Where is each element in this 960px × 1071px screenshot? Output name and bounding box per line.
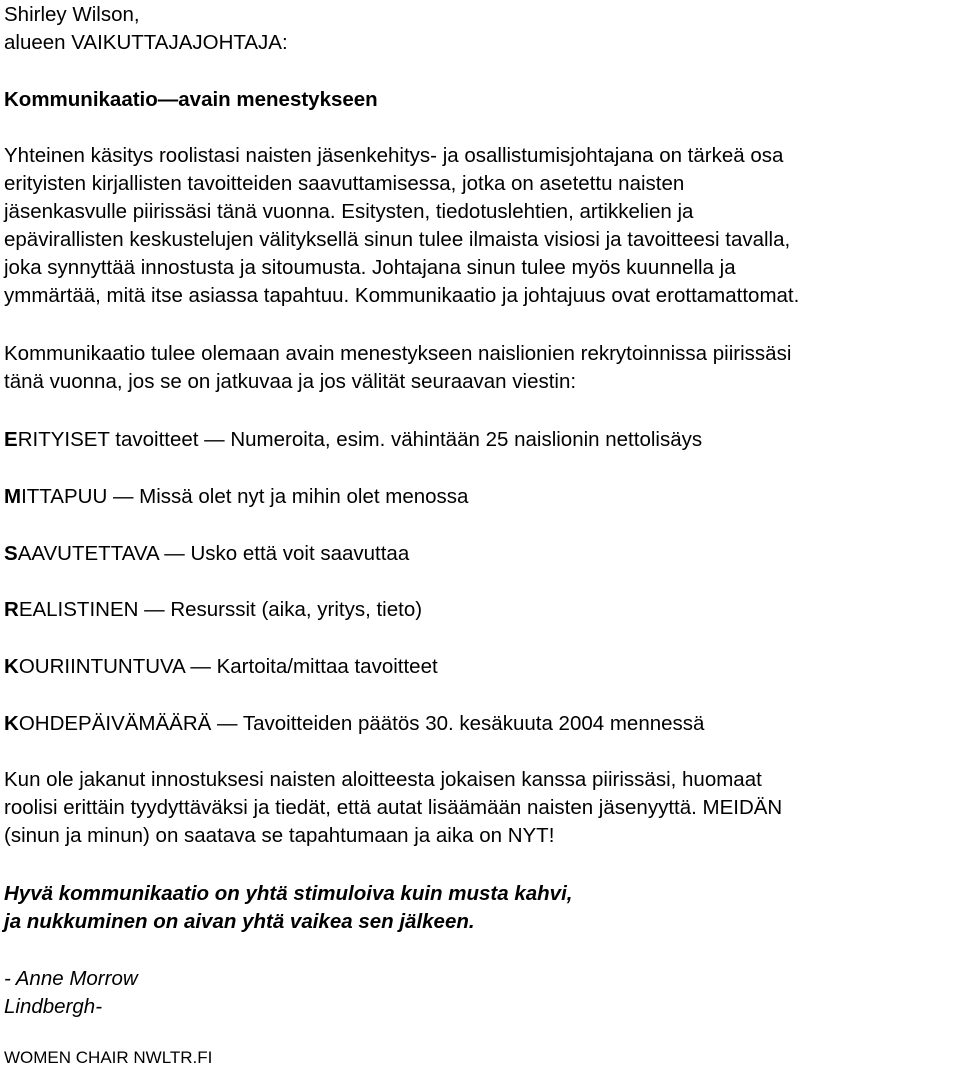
smart-text: EALISTINEN — Resurssit (aika, yritys, tieto) <box>18 598 423 621</box>
attribution-line: Lindbergh- <box>4 995 103 1018</box>
closing-paragraph <box>4 766 782 850</box>
smart-text: OURIINTUNTUVA — Kartoita/mittaa tavoitteet <box>18 655 438 678</box>
smart-letter: E <box>4 428 18 451</box>
quote-line: Hyvä kommunikaatio on yhtä stimuloiva kuin musta kahvi, <box>4 882 573 905</box>
smart-item-realistic <box>4 596 422 624</box>
smart-letter: M <box>4 485 22 508</box>
author-block <box>4 1 288 57</box>
paragraph-line: Kommunikaatio tulee olemaan avain menestykseen naislionien rekrytoinnissa piirissäsi <box>4 342 792 365</box>
smart-text: RITYISET tavoitteet — Numeroita, esim. vähintään 25 naislionin nettolisäys <box>17 428 703 451</box>
paragraph-line: erityisten kirjallisten tavoitteiden saavuttamisessa, jotka on asetettu naisten <box>4 172 685 195</box>
intro-paragraph <box>4 142 799 310</box>
paragraph-line: joka synnyttää innostusta ja sitoumusta. Johtajana sinun tulee myös kuunnella ja <box>4 256 736 279</box>
quote-attribution <box>4 965 138 1021</box>
smart-letter: R <box>4 598 19 621</box>
smart-item-deadline <box>4 710 704 738</box>
article-title: Kommunikaatio—avain menestykseen <box>4 88 378 111</box>
footer-source: WOMEN CHAIR NWLTR.FI <box>4 1048 213 1067</box>
quote-line: ja nukkuminen on aivan yhtä vaikea sen jälkeen. <box>4 910 475 933</box>
smart-letter: K <box>4 655 19 678</box>
paragraph-line: roolisi erittäin tyydyttäväksi ja tiedät, että autat lisäämään naisten jäsenyyttä. MEIDÄN <box>4 796 783 819</box>
smart-item-specific <box>4 426 702 454</box>
smart-letter: K <box>4 712 19 735</box>
smart-text: ITTAPUU — Missä olet nyt ja mihin olet menossa <box>21 485 469 508</box>
paragraph-line: ymmärtää, mitä itse asiassa tapahtuu. Kommunikaatio ja johtajuus ovat erottamattomat. <box>4 284 800 307</box>
attribution-line: - Anne Morrow <box>4 967 138 990</box>
paragraph-line: (sinun ja minun) on saatava se tapahtumaan ja aika on NYT! <box>4 824 555 847</box>
author-name: Shirley Wilson, <box>4 3 140 26</box>
paragraph-line: Kun ole jakanut innostuksesi naisten aloitteesta jokaisen kanssa piirissäsi, huomaat <box>4 768 762 791</box>
smart-item-achievable <box>4 540 409 568</box>
smart-item-tangible <box>4 653 438 681</box>
message-intro-paragraph <box>4 340 791 396</box>
quote <box>4 880 572 936</box>
smart-letter: S <box>4 542 18 565</box>
paragraph-line: epävirallisten keskustelujen välityksellä sinun tulee ilmaista visiosi ja tavoitteesi tavalla, <box>4 228 791 251</box>
smart-text: OHDEPÄIVÄMÄÄRÄ — Tavoitteiden päätös 30. kesäkuuta 2004 mennessä <box>18 712 705 735</box>
paragraph-line: jäsenkasvulle piirissäsi tänä vuonna. Esitysten, tiedotuslehtien, artikkelien ja <box>4 200 694 223</box>
paragraph-line: tänä vuonna, jos se on jatkuvaa ja jos välität seuraavan viestin: <box>4 370 577 393</box>
paragraph-line: Yhteinen käsitys roolistasi naisten jäsenkehitys- ja osallistumisjohtajana on tärkeä osa <box>4 144 784 167</box>
smart-text: AAVUTETTAVA — Usko että voit saavuttaa <box>17 542 410 565</box>
author-role: alueen VAIKUTTAJAJOHTAJA: <box>4 31 288 54</box>
smart-item-measurable <box>4 483 468 511</box>
